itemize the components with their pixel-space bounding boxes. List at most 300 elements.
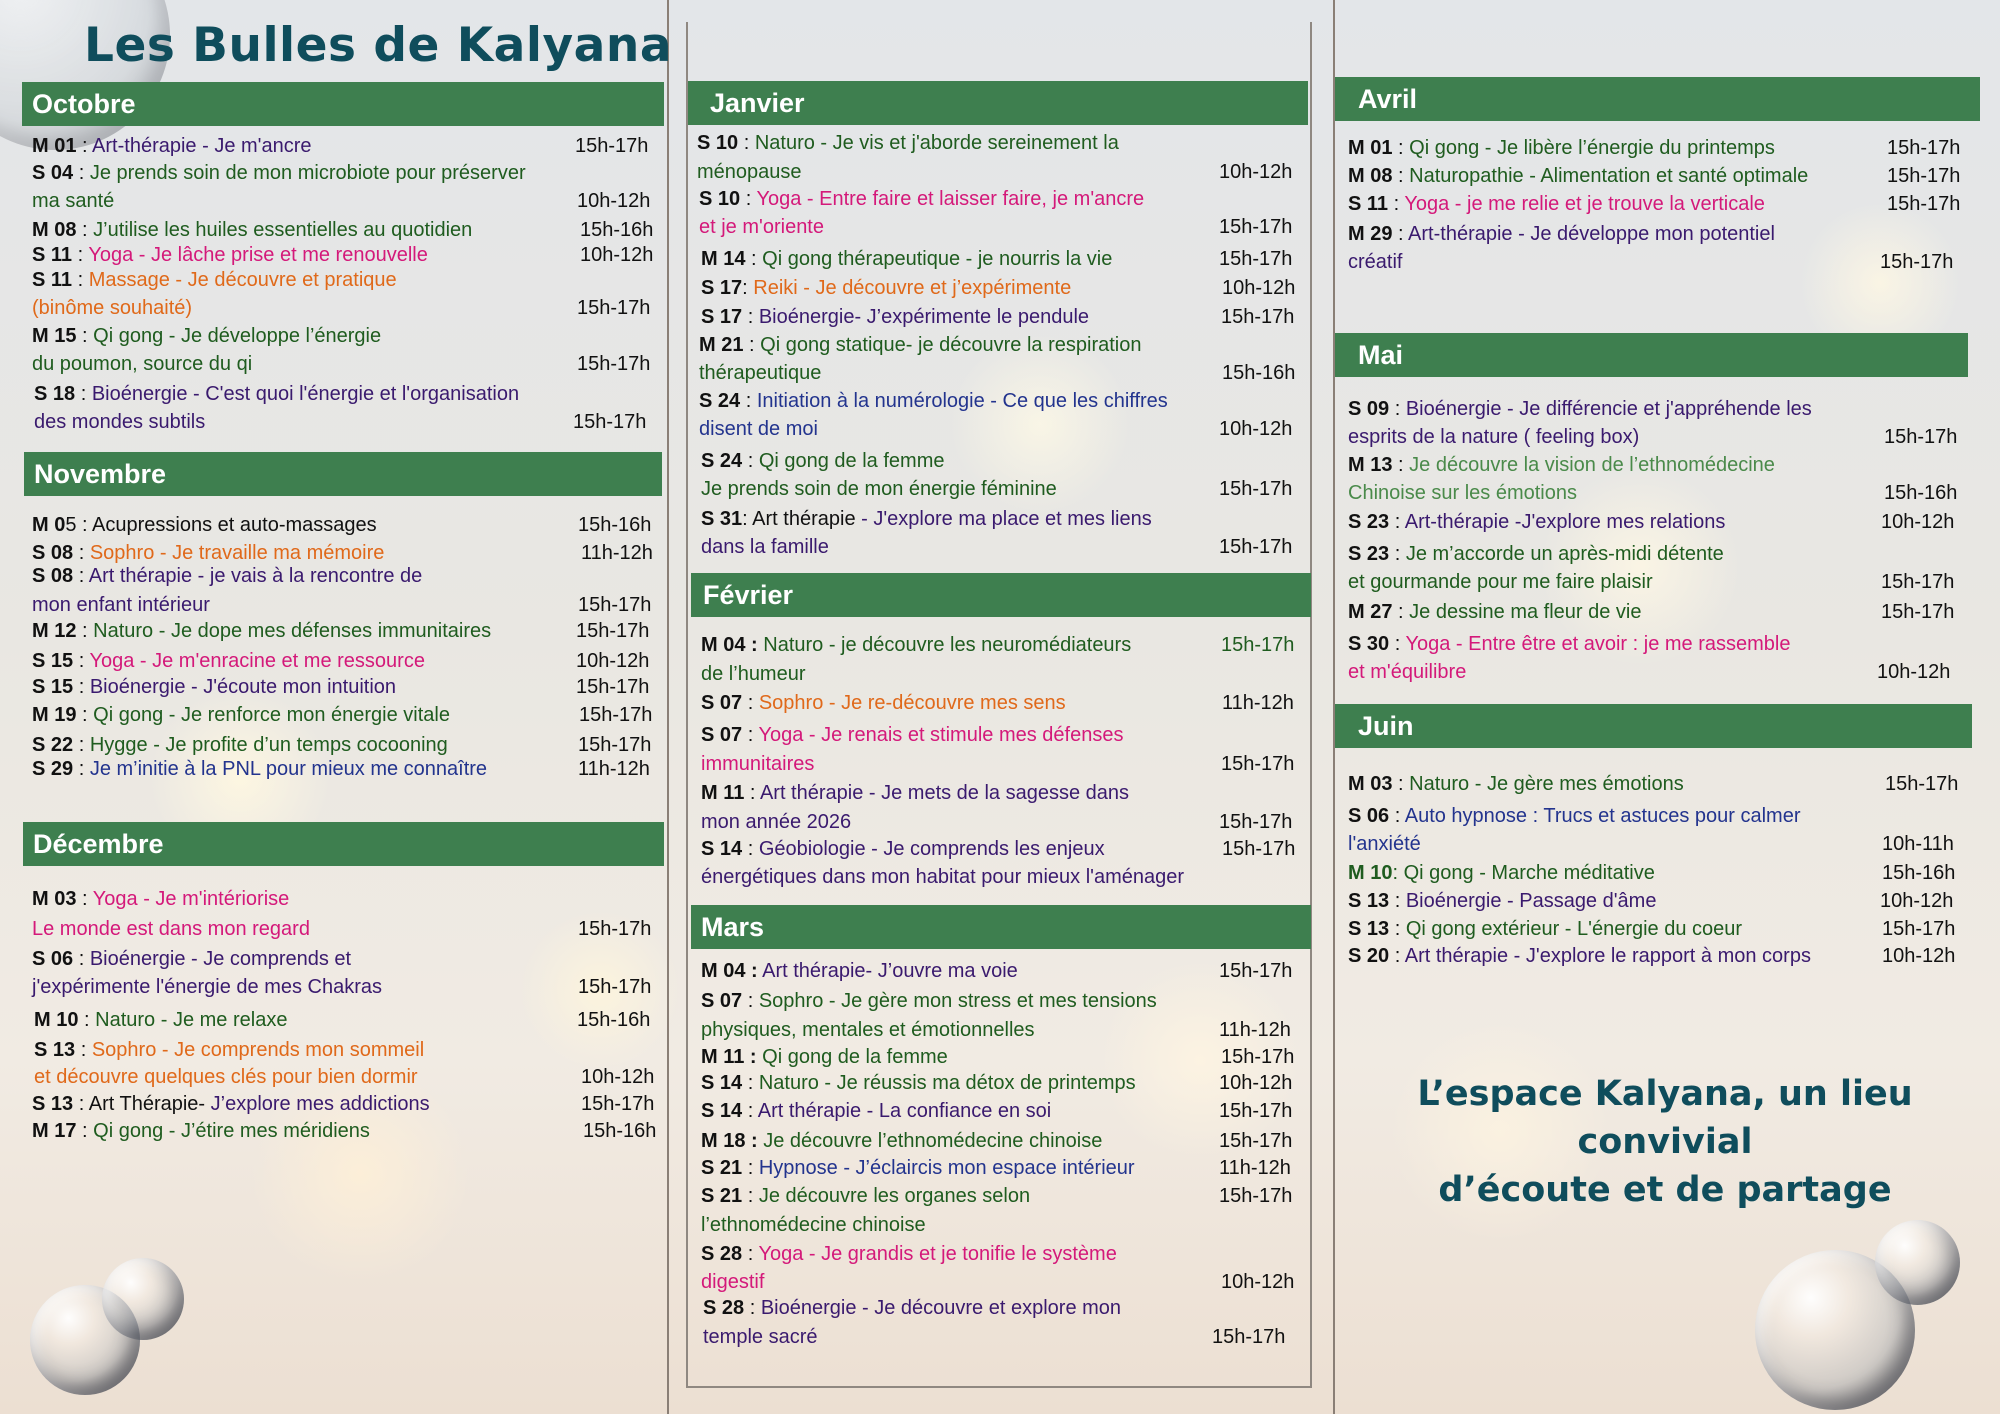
sep: : bbox=[73, 565, 89, 587]
sep: : bbox=[73, 676, 90, 698]
event-line-continued: dans la famille bbox=[701, 536, 829, 558]
event-line-continued: du poumon, source du qi bbox=[32, 353, 253, 375]
event-time: 15h-17h bbox=[1222, 838, 1296, 860]
sep: : bbox=[742, 990, 759, 1012]
event-title: - J'explore ma place et mes liens bbox=[861, 508, 1152, 530]
event-line bbox=[32, 266, 397, 294]
event-line bbox=[1348, 162, 1808, 190]
sep: : bbox=[742, 1157, 759, 1179]
sep: : bbox=[1389, 890, 1406, 912]
event-date: M 14 bbox=[701, 248, 746, 270]
event-time: 15h-16h bbox=[577, 1009, 651, 1031]
event-date: S 04 bbox=[32, 162, 74, 184]
event-title: Initiation à la numérologie - Ce que les chiffres bbox=[756, 390, 1168, 412]
event-date: M 19 bbox=[32, 704, 77, 726]
event-title: Je m’initie à la PNL pour mieux me connaître bbox=[89, 758, 488, 780]
event-time: 11h-12h bbox=[1219, 1019, 1291, 1041]
event-line bbox=[34, 1006, 287, 1034]
event-title: Qi gong extérieur - L'énergie du coeur bbox=[1405, 918, 1743, 940]
event-time: 15h-17h bbox=[1219, 478, 1293, 500]
event-line bbox=[701, 274, 1071, 302]
event-time: 15h-16h bbox=[1222, 362, 1296, 384]
event-line bbox=[701, 1154, 1135, 1182]
sep: : bbox=[76, 219, 94, 241]
event-line bbox=[699, 387, 1168, 415]
event-time: 15h-16h bbox=[583, 1120, 657, 1142]
event-title: Qi gong statique- je découvre la respiration bbox=[760, 334, 1142, 356]
month-header-decembre bbox=[23, 822, 664, 866]
event-line-continued: et je m'oriente bbox=[699, 216, 824, 238]
event-title: Je dessine ma fleur de vie bbox=[1409, 601, 1642, 623]
event-time: 15h-17h bbox=[576, 620, 650, 642]
event-line bbox=[32, 159, 526, 187]
event-date: M 18 : bbox=[701, 1130, 758, 1152]
event-line bbox=[32, 945, 351, 973]
event-date: S 29 bbox=[32, 758, 74, 780]
event-time: 10h-12h bbox=[1221, 1271, 1295, 1293]
event-date: S 23 bbox=[1348, 511, 1390, 533]
event-date: S 18 bbox=[34, 383, 76, 405]
event-line bbox=[1348, 508, 1725, 536]
event-line bbox=[697, 129, 1119, 157]
event-line bbox=[1348, 859, 1655, 887]
month-header-fevrier bbox=[691, 573, 1311, 617]
event-date: M 08 bbox=[32, 219, 77, 241]
event-title: Auto hypnose : Trucs et astuces pour calmer bbox=[1404, 805, 1801, 827]
sep: : bbox=[78, 1009, 96, 1031]
event-title: Naturo - Je gère mes émotions bbox=[1409, 773, 1684, 795]
event-time: 15h-17h bbox=[578, 976, 652, 998]
event-date: M 08 bbox=[1348, 165, 1393, 187]
event-title: Reiki - Je découvre et j’expérimente bbox=[753, 277, 1072, 299]
event-title: Géobiologie - Je comprends les enjeux bbox=[758, 838, 1105, 860]
sep: : bbox=[1392, 862, 1404, 884]
sep: : bbox=[744, 782, 760, 804]
event-time: 15h-17h bbox=[1887, 165, 1961, 187]
event-title: Yoga - Je m'intériorise bbox=[92, 888, 290, 910]
sep: : bbox=[76, 135, 93, 157]
event-title: Sophro - Je comprends mon sommeil bbox=[91, 1039, 425, 1061]
month-label: Mars bbox=[701, 912, 765, 942]
event-date: S 11 bbox=[32, 244, 73, 266]
event-date: M 10 bbox=[1348, 862, 1393, 884]
event-title: Naturo - Je dope mes défenses immunitaires bbox=[93, 620, 492, 642]
sep: : bbox=[1392, 601, 1410, 623]
event-date: M 04 : bbox=[701, 960, 758, 982]
event-date: M 10 bbox=[34, 1009, 79, 1031]
sep: 5 : bbox=[65, 514, 93, 536]
event-line-continued: Je prends soin de mon énergie féminine bbox=[701, 478, 1057, 500]
sep: : bbox=[742, 1243, 759, 1265]
sep: : bbox=[742, 1100, 758, 1122]
event-title: Bioénergie- J’expérimente le pendule bbox=[758, 306, 1090, 328]
event-line bbox=[1348, 630, 1790, 658]
sep: : bbox=[742, 692, 759, 714]
event-time: 15h-16h bbox=[580, 219, 654, 241]
sep: : bbox=[1392, 165, 1410, 187]
sep: : bbox=[742, 724, 759, 746]
event-line-continued: j'expérimente l'énergie de mes Chakras bbox=[32, 976, 383, 998]
event-line-continued: Le monde est dans mon regard bbox=[32, 918, 310, 940]
event-title: Qi gong - Je renforce mon énergie vitale bbox=[93, 704, 450, 726]
event-line-continued: énergétiques dans mon habitat pour mieux l'aménager bbox=[701, 866, 1185, 888]
event-line bbox=[701, 631, 1131, 659]
event-line bbox=[701, 1127, 1102, 1155]
sep: : bbox=[742, 306, 759, 328]
event-title: Art thérapie - J'explore le rapport à mon corps bbox=[1404, 945, 1811, 967]
event-time: 15h-17h bbox=[577, 297, 651, 319]
event-time: 11h-12h bbox=[578, 758, 650, 780]
sep: : bbox=[740, 188, 757, 210]
event-time: 10h-12h bbox=[1882, 945, 1956, 967]
month-label: Novembre bbox=[34, 459, 167, 489]
event-date: M 01 bbox=[1348, 137, 1393, 159]
event-time: 15h-17h bbox=[1219, 216, 1293, 238]
month-label: Décembre bbox=[33, 829, 164, 859]
event-title: Massage - Je découvre et pratique bbox=[88, 269, 397, 291]
event-title: Art-thérapie - Je m'ancre bbox=[92, 135, 312, 157]
event-date: S 17 bbox=[701, 277, 743, 299]
month-label: Mai bbox=[1358, 340, 1404, 370]
sep: : bbox=[1389, 543, 1406, 565]
event-time: 11h-12h bbox=[1219, 1157, 1291, 1179]
event-line bbox=[701, 245, 1112, 273]
event-date: S 11 bbox=[1348, 193, 1389, 215]
page-title: Les Bulles de Kalyana bbox=[84, 18, 673, 73]
event-line bbox=[701, 987, 1157, 1015]
event-title: Bioénergie - J'écoute mon intuition bbox=[89, 676, 397, 698]
event-title: Art thérapie- J’ouvre ma voie bbox=[762, 960, 1018, 982]
event-time: 15h-17h bbox=[1221, 753, 1295, 775]
event-line bbox=[701, 303, 1089, 331]
event-line bbox=[32, 617, 491, 645]
event-date: S 14 bbox=[701, 1100, 743, 1122]
event-date: S 07 bbox=[701, 724, 743, 746]
event-line bbox=[32, 1090, 430, 1118]
event-time: 11h-12h bbox=[1222, 692, 1294, 714]
event-time: 10h-12h bbox=[1219, 418, 1293, 440]
event-title: Qi gong de la femme bbox=[758, 450, 945, 472]
event-title: Qi gong - Marche méditative bbox=[1403, 862, 1655, 884]
event-time: 15h-17h bbox=[1219, 1100, 1293, 1122]
sep: : bbox=[742, 1185, 759, 1207]
event-line bbox=[32, 511, 377, 539]
event-time: 15h-17h bbox=[1884, 426, 1958, 448]
event-date: S 11 bbox=[32, 269, 73, 291]
sep: : bbox=[73, 758, 90, 780]
event-time: 10h-12h bbox=[1219, 1072, 1293, 1094]
event-time: 15h-17h bbox=[578, 918, 652, 940]
event-title: Yoga - Je renais et stimule mes défenses bbox=[758, 724, 1124, 746]
event-time: 15h-17h bbox=[1212, 1326, 1286, 1348]
event-line-continued: Chinoise sur les émotions bbox=[1348, 482, 1577, 504]
event-line-continued: immunitaires bbox=[701, 753, 815, 775]
month-label: Octobre bbox=[32, 89, 136, 119]
event-time: 15h-17h bbox=[578, 594, 652, 616]
event-date: S 07 bbox=[701, 990, 743, 1012]
sep: : bbox=[1389, 398, 1406, 420]
event-date: M 01 bbox=[32, 135, 77, 157]
event-title-part: J’explore mes addictions bbox=[210, 1093, 430, 1115]
event-time: 15h-17h bbox=[1881, 601, 1955, 623]
sep: : bbox=[1389, 511, 1405, 533]
event-line-continued: des mondes subtils bbox=[34, 411, 206, 433]
event-line bbox=[34, 380, 519, 408]
sep: : bbox=[1389, 805, 1405, 827]
sep: : bbox=[1389, 918, 1406, 940]
month-label: Juin bbox=[1358, 711, 1414, 741]
sep: : bbox=[73, 734, 90, 756]
event-title: Yoga - Entre faire et laisser faire, je m'ancre bbox=[756, 188, 1145, 210]
event-date: S 13 bbox=[1348, 890, 1390, 912]
sep: : bbox=[73, 650, 90, 672]
event-line bbox=[699, 185, 1144, 213]
event-date: S 13 bbox=[34, 1039, 76, 1061]
event-time: 15h-17h bbox=[1219, 960, 1293, 982]
event-time: 15h-17h bbox=[577, 353, 651, 375]
event-title: Art thérapie - je vais à la rencontre de bbox=[88, 565, 423, 587]
event-line-continued: digestif bbox=[701, 1271, 765, 1293]
event-line bbox=[1348, 451, 1775, 479]
sep: : bbox=[76, 1120, 94, 1142]
event-time: 10h-12h bbox=[1881, 511, 1955, 533]
event-time: 15h-17h bbox=[1885, 773, 1959, 795]
event-time: 11h-12h bbox=[581, 542, 653, 564]
event-date: S 17 bbox=[701, 306, 743, 328]
event-date: S 14 bbox=[701, 1072, 743, 1094]
event-date: S 08 bbox=[32, 542, 74, 564]
event-title: Naturopathie - Alimentation et santé optimale bbox=[1409, 165, 1809, 187]
event-line bbox=[32, 562, 422, 590]
sep: : bbox=[75, 1039, 92, 1061]
event-line bbox=[32, 1117, 370, 1145]
sep: : bbox=[73, 542, 90, 564]
event-date: S 08 bbox=[32, 565, 74, 587]
sep: : bbox=[73, 162, 90, 184]
sep: : bbox=[1388, 193, 1405, 215]
sep: : bbox=[742, 838, 759, 860]
event-line bbox=[701, 689, 1066, 717]
event-title: Bioénergie - Je comprends et bbox=[89, 948, 352, 970]
event-date: S 23 bbox=[1348, 543, 1390, 565]
event-line bbox=[701, 957, 1018, 985]
event-line bbox=[32, 885, 289, 913]
sep: : bbox=[742, 450, 759, 472]
event-title: Art-thérapie - Je développe mon potentiel bbox=[1408, 223, 1775, 245]
month-header-novembre bbox=[24, 452, 662, 496]
sep: : bbox=[1392, 223, 1409, 245]
event-title: Naturo - Je réussis ma détox de printemps bbox=[758, 1072, 1136, 1094]
event-title: Bioénergie - C'est quoi l'énergie et l'organisation bbox=[91, 383, 520, 405]
event-title-part: Art thérapie bbox=[752, 508, 862, 530]
event-line bbox=[32, 322, 381, 350]
event-date: S 22 bbox=[32, 734, 74, 756]
event-line bbox=[32, 647, 425, 675]
event-date: M 29 bbox=[1348, 223, 1393, 245]
event-line bbox=[32, 701, 450, 729]
event-line-continued: thérapeutique bbox=[699, 362, 822, 384]
event-date: S 24 bbox=[701, 450, 743, 472]
event-title: Qi gong - Je développe l’énergie bbox=[93, 325, 382, 347]
event-line bbox=[32, 673, 396, 701]
event-line bbox=[1348, 134, 1775, 162]
month-label: Février bbox=[703, 580, 794, 610]
event-title: Yoga - Entre être et avoir : je me rassemble bbox=[1405, 633, 1791, 655]
event-line bbox=[701, 505, 1152, 533]
event-title: Sophro - Je travaille ma mémoire bbox=[89, 542, 385, 564]
event-title: Qi gong de la femme bbox=[762, 1046, 948, 1068]
event-line bbox=[1348, 540, 1724, 568]
sep: : bbox=[73, 1093, 89, 1115]
event-title: Qi gong - Je libère l’énergie du printemps bbox=[1409, 137, 1775, 159]
event-line bbox=[701, 1240, 1117, 1268]
event-line bbox=[32, 216, 472, 244]
sep: : bbox=[742, 277, 754, 299]
event-title: Yoga - Je m'enracine et me ressource bbox=[89, 650, 425, 672]
event-date: S 28 bbox=[701, 1243, 743, 1265]
event-date: M 11 bbox=[701, 782, 745, 804]
event-line bbox=[32, 755, 487, 783]
event-title: Yoga - Je grandis et je tonifie le système bbox=[758, 1243, 1117, 1265]
month-header-janvier bbox=[688, 81, 1308, 125]
event-date: M 0 bbox=[32, 514, 66, 536]
event-date: S 09 bbox=[1348, 398, 1390, 420]
event-title: Bioénergie - Je différencie et j'appréhende les bbox=[1405, 398, 1812, 420]
sep: : bbox=[1389, 945, 1405, 967]
event-line bbox=[1348, 770, 1684, 798]
event-title: Sophro - Je gère mon stress et mes tensions bbox=[758, 990, 1157, 1012]
event-date: M 03 bbox=[1348, 773, 1393, 795]
event-time: 15h-17h bbox=[1219, 248, 1293, 270]
event-time: 15h-17h bbox=[578, 734, 652, 756]
event-date: S 14 bbox=[701, 838, 743, 860]
event-line bbox=[701, 779, 1129, 807]
sep: : bbox=[76, 620, 94, 642]
event-line bbox=[1348, 220, 1775, 248]
event-line bbox=[34, 1036, 424, 1064]
event-date: S 13 bbox=[32, 1093, 74, 1115]
event-time: 15h-17h bbox=[1221, 634, 1295, 656]
bubble-decoration bbox=[1875, 1220, 1960, 1305]
event-line-continued: et découvre quelques clés pour bien dormir bbox=[34, 1066, 418, 1088]
sep: : bbox=[1392, 773, 1410, 795]
event-date: S 06 bbox=[32, 948, 74, 970]
event-date: S 30 bbox=[1348, 633, 1390, 655]
sep: : bbox=[743, 334, 761, 356]
event-date: S 28 bbox=[703, 1297, 745, 1319]
event-line bbox=[1348, 915, 1742, 943]
event-title: J’utilise les huiles essentielles au quotidien bbox=[93, 219, 473, 241]
sep: : bbox=[72, 244, 89, 266]
sep: : bbox=[738, 132, 755, 154]
event-time: 10h-12h bbox=[580, 244, 654, 266]
event-date: S 13 bbox=[1348, 918, 1390, 940]
event-title: Je prends soin de mon microbiote pour préserver bbox=[89, 162, 526, 184]
sep: : bbox=[745, 248, 763, 270]
event-title: Bioénergie - Je découvre et explore mon bbox=[760, 1297, 1122, 1319]
sep: : bbox=[73, 948, 90, 970]
tagline-line-2: d’écoute et de partage bbox=[1438, 1170, 1892, 1210]
sep: : bbox=[1392, 454, 1410, 476]
event-date: S 15 bbox=[32, 650, 74, 672]
event-time: 10h-12h bbox=[1222, 277, 1296, 299]
event-line-continued: esprits de la nature ( feeling box) bbox=[1348, 426, 1640, 448]
event-date: M 13 bbox=[1348, 454, 1393, 476]
event-date: M 27 bbox=[1348, 601, 1393, 623]
event-title: Je m’accorde un après-midi détente bbox=[1405, 543, 1724, 565]
event-time: 15h-17h bbox=[1219, 536, 1293, 558]
sep: : bbox=[76, 325, 94, 347]
event-time: 10h-12h bbox=[1219, 161, 1293, 183]
event-time: 10h-12h bbox=[1880, 890, 1954, 912]
event-time: 10h-12h bbox=[576, 650, 650, 672]
event-title: Naturo - Je me relaxe bbox=[95, 1009, 288, 1031]
sep: : bbox=[72, 269, 89, 291]
event-line bbox=[701, 721, 1123, 749]
event-title: Acupressions et auto-massages bbox=[92, 514, 377, 536]
event-line-continued: mon enfant intérieur bbox=[32, 594, 210, 616]
event-title: Je découvre l’ethnomédecine chinoise bbox=[763, 1130, 1103, 1152]
event-line-continued: et gourmande pour me faire plaisir bbox=[1348, 571, 1653, 593]
month-header-mai bbox=[1335, 333, 1968, 377]
event-time: 15h-17h bbox=[575, 135, 649, 157]
event-time: 10h-12h bbox=[581, 1066, 655, 1088]
event-line-continued: l’ethnomédecine chinoise bbox=[701, 1214, 926, 1236]
event-time: 15h-17h bbox=[1221, 1046, 1295, 1068]
tagline bbox=[1345, 1070, 1985, 1214]
event-title: Naturo - je découvre les neuromédiateurs bbox=[763, 634, 1132, 656]
event-time: 15h-17h bbox=[1887, 193, 1961, 215]
event-title: Je découvre la vision de l’ethnomédecine bbox=[1409, 454, 1775, 476]
event-time: 15h-16h bbox=[578, 514, 652, 536]
sep: : bbox=[75, 383, 92, 405]
event-line-continued: l'anxiété bbox=[1348, 833, 1421, 855]
event-time: 15h-17h bbox=[1219, 1130, 1293, 1152]
event-title: Bioénergie - Passage d'âme bbox=[1405, 890, 1657, 912]
event-line-continued: mon année 2026 bbox=[701, 811, 852, 833]
event-date: S 21 bbox=[701, 1157, 743, 1179]
event-time: 15h-17h bbox=[579, 704, 653, 726]
event-date: S 10 bbox=[697, 132, 739, 154]
event-date: M 12 bbox=[32, 620, 77, 642]
event-line bbox=[1348, 802, 1801, 830]
event-date: S 07 bbox=[701, 692, 743, 714]
event-date: M 17 bbox=[32, 1120, 77, 1142]
event-title: Art-thérapie -J'explore mes relations bbox=[1404, 511, 1726, 533]
event-time: 10h-11h bbox=[1882, 833, 1954, 855]
event-title: Art thérapie - La confiance en soi bbox=[757, 1100, 1052, 1122]
month-label: Avril bbox=[1358, 84, 1418, 114]
event-time: 15h-17h bbox=[1219, 1185, 1293, 1207]
event-time: 15h-17h bbox=[576, 676, 650, 698]
sep: : bbox=[76, 704, 94, 726]
event-line bbox=[1348, 395, 1812, 423]
event-line-continued: ménopause bbox=[697, 161, 802, 183]
event-line bbox=[701, 1182, 1030, 1210]
event-date: S 20 bbox=[1348, 945, 1390, 967]
event-time: 15h-17h bbox=[1880, 251, 1954, 273]
event-title: Sophro - Je re-découvre mes sens bbox=[758, 692, 1066, 714]
event-line bbox=[1348, 190, 1765, 218]
event-date: M 03 bbox=[32, 888, 77, 910]
month-header-mars bbox=[691, 905, 1311, 949]
event-line-continued: ma santé bbox=[32, 190, 115, 212]
sep: : bbox=[740, 390, 757, 412]
event-line-continued: (binôme souhaité) bbox=[32, 297, 193, 319]
event-line-continued: temple sacré bbox=[703, 1326, 818, 1348]
bubble-decoration bbox=[102, 1258, 184, 1340]
event-title: Naturo - Je vis et j'aborde sereinement la bbox=[754, 132, 1119, 154]
